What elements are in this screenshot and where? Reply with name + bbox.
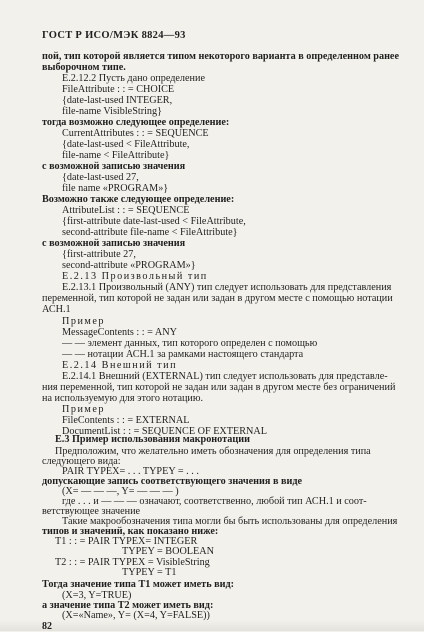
code-line: second-attribute «PROGRAM»} — [62, 260, 196, 271]
code-line: (X=«Name», Y= (X=4, Y=FALSE)) — [62, 610, 210, 621]
code-line: {date-last-used 27, — [62, 172, 139, 183]
code-line: — — элемент данных, тип которого определен с помощью — [62, 338, 318, 349]
text-line: Е.2.13.1 Произвольный (ANY) тип следует использовать для представления — [62, 282, 392, 293]
code-line: {date-last-used < FileAttribute, — [62, 139, 190, 150]
text-line: пой, тип которой является типом некоторого варианта в определенном ранее — [42, 51, 399, 62]
text-line: а значение типа T2 может иметь вид: — [42, 600, 214, 611]
text-line: где . . . и — — — означают, соответственно, любой тип АСН.1 и соот- — [62, 496, 367, 507]
running-header: ГОСТ Р ИСО/МЭК 8824—93 — [42, 30, 186, 41]
code-line: TYPEY = BOOLEAN — [122, 546, 214, 557]
example-heading: Пример — [62, 404, 105, 415]
text-line: с возможной записью значения — [42, 238, 186, 249]
section-heading: Е.2.13 Произвольный тип — [62, 271, 208, 282]
text-line: переменной, тип которой не задан или задан в другом месте с помощью нотации — [42, 293, 393, 304]
text-line: ветствующее значение — [42, 506, 141, 517]
section-heading: Е.2.14 Внешний тип — [62, 360, 178, 371]
code-line: T2 : : = PAIR TYPEX = VisibleString — [55, 557, 210, 568]
section-heading: Е.3 Пример использования макронотации — [55, 434, 250, 445]
code-line: second-attribute file-name < FileAttribute} — [62, 227, 238, 238]
code-line: DocumentList : : = SEQUENCE OF EXTERNAL — [62, 426, 267, 437]
text-line: Тогда значение типа T1 может иметь вид: — [42, 579, 235, 590]
text-line: с возможной записью значения — [42, 161, 186, 172]
code-line: {first-attribute 27, — [62, 249, 136, 260]
text-line: Е.2.12.2 Пусть дано определение — [62, 73, 205, 84]
text-line: тогда возможно следующее определение: — [42, 117, 230, 128]
code-line: (X= — — —, Y= — — — ) — [62, 486, 179, 497]
code-line: T1 : : = PAIR TYPEX= INTEGER — [55, 536, 198, 547]
code-line: {first-attribute date-last-used < FileAttribute, — [62, 216, 246, 227]
page-number: 82 — [42, 621, 52, 632]
text-line: Предположим, что желательно иметь обозначения для определения типа — [55, 446, 371, 457]
code-line: file-name < FileAttribute} — [62, 150, 170, 161]
code-line: (X=3, Y=TRUE) — [62, 590, 132, 601]
text-line: допускающие запись соответствующего значения в виде — [42, 476, 303, 487]
code-line: CurrentAttributes : : = SEQUENCE — [62, 128, 209, 139]
code-line: file-name VisibleString} — [62, 106, 163, 117]
text-line: АСН.1 — [42, 304, 71, 315]
code-line: FileAttribute : : = CHOICE — [62, 84, 175, 95]
code-line: MessageContents : : = ANY — [62, 327, 177, 338]
code-line: PAIR TYPEX= . . . TYPEY = . . . — [62, 466, 199, 477]
text-line: выборочном типе. — [42, 62, 126, 73]
code-line: TYPEY = T1 — [122, 567, 177, 578]
text-line: Возможно также следующее определение: — [42, 194, 235, 205]
text-line: ния переменной, тип которой не задан или задан в другом месте без ограничений — [42, 382, 396, 393]
code-line: AttributeList : : = SEQUENCE — [62, 205, 190, 216]
code-line: — — нотации АСН.1 за рамками настоящего стандарта — [62, 349, 304, 360]
code-line: FileContents : : = EXTERNAL — [62, 415, 190, 426]
code-line: {date-last-used INTEGER, — [62, 95, 173, 106]
text-line: Такие макрообозначения типа могли бы быть использованы для определения — [62, 516, 398, 527]
page-edge — [0, 620, 424, 631]
code-line: file name «PROGRAM»} — [62, 183, 169, 194]
example-heading: Пример — [62, 316, 105, 327]
text-line: Е.2.14.1 Внешний (EXTERNAL) тип следует использовать для представле- — [62, 371, 388, 382]
text-line: на используемую для этого нотацию. — [42, 393, 204, 404]
text-line: следующего вида: — [42, 456, 121, 467]
text-line: типов и значений, как показано ниже: — [42, 526, 219, 537]
